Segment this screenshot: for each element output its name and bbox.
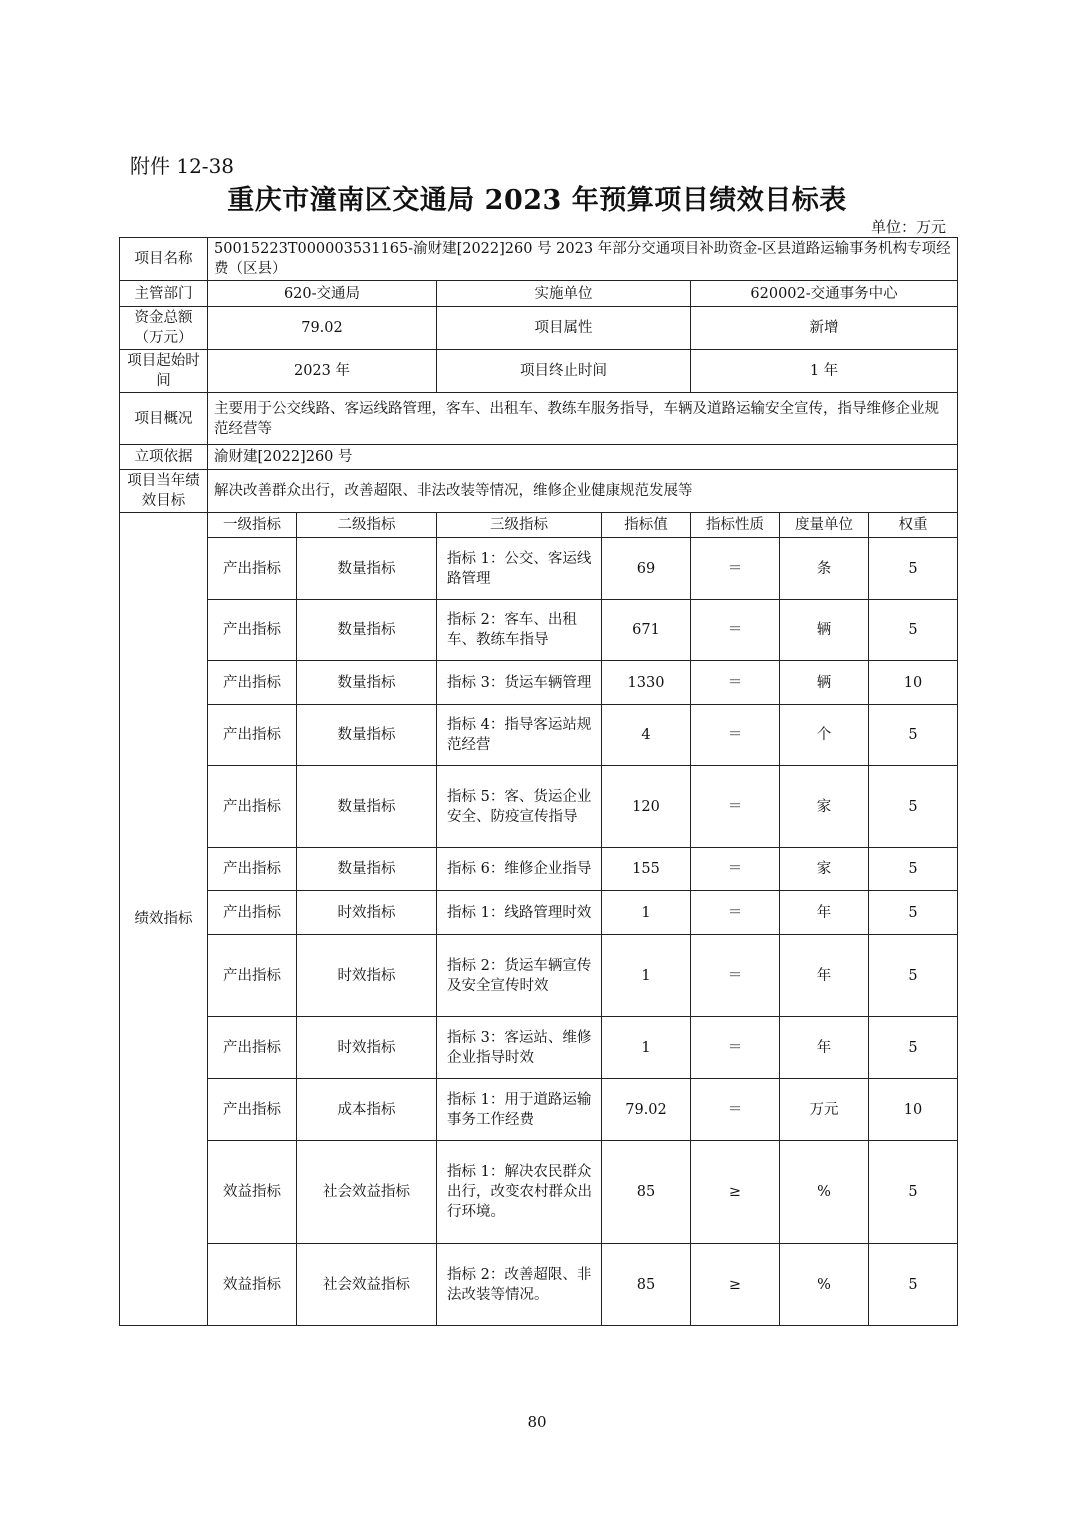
level3-cell: 指标 2：货运车辆宣传及安全宣传时效 [437, 935, 602, 1017]
level1-cell: 效益指标 [208, 1141, 297, 1244]
attr-value: 新增 [691, 307, 958, 350]
project-name-row [120, 238, 958, 281]
level2-cell: 数量指标 [297, 661, 437, 705]
unit-cell: % [780, 1244, 869, 1326]
value-cell: 85 [602, 1244, 691, 1326]
value-cell: 4 [602, 705, 691, 766]
nature-cell: ＝ [691, 705, 780, 766]
indicator-header-row [120, 513, 958, 538]
basis-label: 立项依据 [120, 445, 208, 470]
header-unit: 度量单位 [780, 513, 869, 538]
level1-cell: 产出指标 [208, 661, 297, 705]
table-row [120, 538, 958, 600]
header-nature: 指标性质 [691, 513, 780, 538]
basis-row [120, 445, 958, 470]
level3-cell: 指标 3：货运车辆管理 [437, 661, 602, 705]
table-row [120, 848, 958, 891]
level1-cell: 产出指标 [208, 705, 297, 766]
weight-cell: 5 [869, 766, 958, 848]
start-label: 项目起始时间 [120, 350, 208, 393]
level2-cell: 成本指标 [297, 1079, 437, 1141]
overview-row [120, 393, 958, 445]
table-row [120, 891, 958, 935]
level2-cell: 社会效益指标 [297, 1141, 437, 1244]
table-row [120, 1141, 958, 1244]
page-number: 80 [527, 1413, 547, 1431]
weight-cell: 5 [869, 705, 958, 766]
weight-cell: 5 [869, 891, 958, 935]
fund-label: 资金总额（万元） [120, 307, 208, 350]
weight-cell: 10 [869, 661, 958, 705]
level2-cell: 时效指标 [297, 1017, 437, 1079]
level2-cell: 时效指标 [297, 891, 437, 935]
level2-cell: 数量指标 [297, 848, 437, 891]
nature-cell: ≥ [691, 1244, 780, 1326]
weight-cell: 5 [869, 935, 958, 1017]
goal-label: 项目当年绩效目标 [120, 470, 208, 513]
nature-cell: ＝ [691, 848, 780, 891]
value-cell: 1 [602, 1017, 691, 1079]
level2-cell: 数量指标 [297, 600, 437, 661]
unit-cell: % [780, 1141, 869, 1244]
nature-cell: ＝ [691, 600, 780, 661]
unit-cell: 年 [780, 935, 869, 1017]
level2-cell: 数量指标 [297, 538, 437, 600]
table-row [120, 766, 958, 848]
level1-cell: 产出指标 [208, 600, 297, 661]
attachment-number: 附件 12-38 [130, 154, 235, 178]
table-row [120, 1017, 958, 1079]
unit-cell: 辆 [780, 661, 869, 705]
nature-cell: ＝ [691, 891, 780, 935]
attr-label: 项目属性 [437, 307, 691, 350]
impl-value: 620002-交通事务中心 [691, 281, 958, 307]
value-cell: 120 [602, 766, 691, 848]
level3-cell: 指标 3：客运站、维修企业指导时效 [437, 1017, 602, 1079]
level3-cell: 指标 5：客、货运企业安全、防疫宣传指导 [437, 766, 602, 848]
level2-cell: 数量指标 [297, 705, 437, 766]
table-row [120, 705, 958, 766]
unit-cell: 家 [780, 766, 869, 848]
weight-cell: 5 [869, 1017, 958, 1079]
overview-value: 主要用于公交线路、客运线路管理，客车、出租车、教练车服务指导，车辆及道路运输安全宣传，指导维修企业规范经营等 [208, 393, 958, 445]
weight-cell: 5 [869, 1141, 958, 1244]
header-level3: 三级指标 [437, 513, 602, 538]
value-cell: 1330 [602, 661, 691, 705]
nature-cell: ≥ [691, 1141, 780, 1244]
impl-label: 实施单位 [437, 281, 691, 307]
level3-cell: 指标 2：客车、出租车、教练车指导 [437, 600, 602, 661]
table-row [120, 1079, 958, 1141]
header-level2: 二级指标 [297, 513, 437, 538]
dept-label: 主管部门 [120, 281, 208, 307]
level1-cell: 产出指标 [208, 1079, 297, 1141]
table-row [120, 1244, 958, 1326]
value-cell: 671 [602, 600, 691, 661]
level2-cell: 时效指标 [297, 935, 437, 1017]
start-value: 2023 年 [208, 350, 437, 393]
nature-cell: ＝ [691, 1079, 780, 1141]
level3-cell: 指标 4：指导客运站规范经营 [437, 705, 602, 766]
level1-cell: 产出指标 [208, 538, 297, 600]
nature-cell: ＝ [691, 766, 780, 848]
goal-row [120, 470, 958, 513]
level1-cell: 产出指标 [208, 766, 297, 848]
nature-cell: ＝ [691, 935, 780, 1017]
value-cell: 155 [602, 848, 691, 891]
goal-value: 解决改善群众出行，改善超限、非法改装等情况，维修企业健康规范发展等 [208, 470, 958, 513]
level3-cell: 指标 6：维修企业指导 [437, 848, 602, 891]
project-name-label: 项目名称 [120, 238, 208, 281]
table-row [120, 661, 958, 705]
table-row [120, 935, 958, 1017]
weight-cell: 10 [869, 1079, 958, 1141]
header-value: 指标值 [602, 513, 691, 538]
level3-cell: 指标 2：改善超限、非法改装等情况。 [437, 1244, 602, 1326]
level2-cell: 社会效益指标 [297, 1244, 437, 1326]
unit-cell: 年 [780, 891, 869, 935]
level3-cell: 指标 1：公交、客运线路管理 [437, 538, 602, 600]
overview-label: 项目概况 [120, 393, 208, 445]
unit-cell: 家 [780, 848, 869, 891]
level1-cell: 产出指标 [208, 935, 297, 1017]
level1-cell: 产出指标 [208, 891, 297, 935]
performance-table [119, 237, 958, 1326]
page-title: 重庆市潼南区交通局 2023 年预算项目绩效目标表 [227, 185, 847, 216]
level1-cell: 产出指标 [208, 1017, 297, 1079]
header-level1: 一级指标 [208, 513, 297, 538]
level1-cell: 效益指标 [208, 1244, 297, 1326]
weight-cell: 5 [869, 848, 958, 891]
time-row [120, 350, 958, 393]
value-cell: 69 [602, 538, 691, 600]
weight-cell: 5 [869, 538, 958, 600]
project-name-value: 50015223T000003531165-渝财建[2022]260 号 2023 年部分交通项目补助资金-区县道路运输事务机构专项经费（区县） [208, 238, 958, 281]
indicator-section-label: 绩效指标 [120, 513, 208, 1326]
value-cell: 1 [602, 935, 691, 1017]
level3-cell: 指标 1：解决农民群众出行，改变农村群众出行环境。 [437, 1141, 602, 1244]
dept-row [120, 281, 958, 307]
nature-cell: ＝ [691, 1017, 780, 1079]
end-value: 1 年 [691, 350, 958, 393]
unit-cell: 个 [780, 705, 869, 766]
nature-cell: ＝ [691, 538, 780, 600]
table-row [120, 600, 958, 661]
fund-row [120, 307, 958, 350]
unit-cell: 条 [780, 538, 869, 600]
unit-cell: 万元 [780, 1079, 869, 1141]
level3-cell: 指标 1：用于道路运输事务工作经费 [437, 1079, 602, 1141]
level2-cell: 数量指标 [297, 766, 437, 848]
unit-note: 单位：万元 [870, 218, 946, 236]
fund-value: 79.02 [208, 307, 437, 350]
unit-cell: 辆 [780, 600, 869, 661]
level1-cell: 产出指标 [208, 848, 297, 891]
value-cell: 85 [602, 1141, 691, 1244]
nature-cell: ＝ [691, 661, 780, 705]
value-cell: 79.02 [602, 1079, 691, 1141]
level3-cell: 指标 1：线路管理时效 [437, 891, 602, 935]
header-weight: 权重 [869, 513, 958, 538]
weight-cell: 5 [869, 1244, 958, 1326]
value-cell: 1 [602, 891, 691, 935]
dept-value: 620-交通局 [208, 281, 437, 307]
basis-value: 渝财建[2022]260 号 [208, 445, 958, 470]
weight-cell: 5 [869, 600, 958, 661]
end-label: 项目终止时间 [437, 350, 691, 393]
unit-cell: 年 [780, 1017, 869, 1079]
